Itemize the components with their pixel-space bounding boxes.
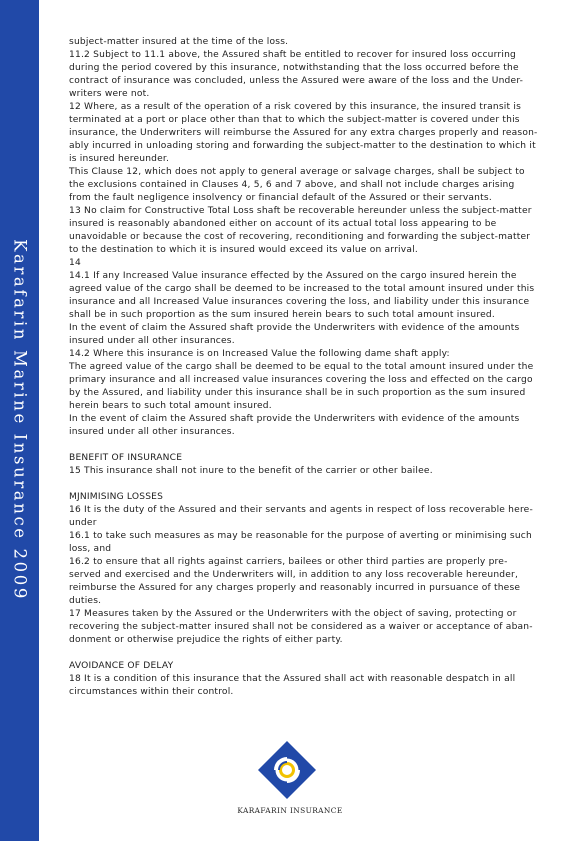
body-line: to the destination to which it is insured would exceed its value on arrival. <box>69 245 418 255</box>
body-line: 11.2 Subject to 11.1 above, the Assured shaft be entitled to recover for insured loss occurring <box>69 50 517 60</box>
sidebar-band <box>0 0 39 841</box>
body-line: In the event of claim the Assured shaft provide the Underwriters with evidence of the amounts <box>69 414 520 424</box>
footer-logo-block <box>0 740 580 820</box>
body-line: served and exercised and the Underwriters will, in addition to any loss recoverable hereunder, <box>69 570 519 580</box>
logo-caption: KARAFARIN INSURANCE <box>237 806 343 815</box>
body-line: 16 It is the duty of the Assured and their servants and agents in respect of loss recoverable here- <box>69 505 533 515</box>
body-line: 15 This insurance shall not inure to the benefit of the carrier or other bailee. <box>69 466 433 476</box>
body-line: insured under all other insurances. <box>69 427 235 437</box>
body-line: from the fault negligence insolvency or financial default of the Assured or their servants. <box>69 193 492 203</box>
body-line: 14 <box>69 258 81 268</box>
body-line: unavoidable or because the cost of recovering, reconditioning and forwarding the subject-matter <box>69 232 531 242</box>
sidebar-title: Karafarin Marine Insurance 2009 <box>10 239 30 601</box>
body-line: MJNIMISING LOSSES <box>69 492 164 502</box>
body-line: shall be in such proportion as the sum insured herein bears to such total amount insured. <box>69 310 495 320</box>
body-line: duties. <box>69 596 102 606</box>
body-line: insured under all other insurances. <box>69 336 235 346</box>
document-body <box>69 36 553 699</box>
karafarin-logo-icon <box>257 740 317 800</box>
body-line: AVOIDANCE OF DELAY <box>69 661 174 671</box>
body-line: This Clause 12, which does not apply to general average or salvage charges, shall be subject to <box>69 167 525 177</box>
blank-line <box>69 647 553 660</box>
body-line: agreed value of the cargo shall be deemed to be increased to the total amount insured under this <box>69 284 535 294</box>
body-line: In the event of claim the Assured shaft provide the Underwriters with evidence of the amounts <box>69 323 520 333</box>
body-line: contract of insurance was concluded, unless the Assured were aware of the loss and the Under- <box>69 76 524 86</box>
body-line: is insured hereunder. <box>69 154 170 164</box>
body-line: insured is reasonably abandoned either on account of its actual total loss appearing to be <box>69 219 497 229</box>
body-line: circumstances within their control. <box>69 687 234 697</box>
body-line: BENEFIT OF INSURANCE <box>69 453 183 463</box>
body-line: 12 Where, as a result of the operation of a risk covered by this insurance, the insured transit is <box>69 102 522 112</box>
body-line: 16.1 to take such measures as may be reasonable for the purpose of averting or minimising such <box>69 531 532 541</box>
body-line: the exclusions contained in Clauses 4, 5, 6 and 7 above, and shall not include charges arising <box>69 180 515 190</box>
blank-line <box>69 439 553 452</box>
body-line: recovering the subject-matter insured shall not be considered as a waiver or acceptance of aban- <box>69 622 533 632</box>
body-line: by the Assured, and liability under this insurance shall be in such proportion as the sum insured <box>69 388 526 398</box>
body-line: 18 It is a condition of this insurance that the Assured shall act with reasonable despatch in all <box>69 674 516 684</box>
body-line: donment or otherwise prejudice the rights of either party. <box>69 635 343 645</box>
body-line: subject-matter insured at the time of the loss. <box>69 37 289 47</box>
body-line: loss, and <box>69 544 112 554</box>
body-line: writers were not. <box>69 89 150 99</box>
body-line: primary insurance and all increased value insurances covering the loss and effected on the cargo <box>69 375 533 385</box>
body-line: 17 Measures taken by the Assured or the Underwriters with the object of saving, protecting or <box>69 609 517 619</box>
body-line: reimburse the Assured for any charges properly and reasonably incurred in pursuance of these <box>69 583 521 593</box>
body-line: ably incurred in unloading storing and forwarding the subject-matter to the destination to which it <box>69 141 536 151</box>
body-line: The agreed value of the cargo shall be deemed to be equal to the total amount insured under the <box>69 362 534 372</box>
body-line: during the period covered by this insurance, notwithstanding that the loss occurred before the <box>69 63 519 73</box>
body-line: insurance, the Underwriters will reimburse the Assured for any extra charges properly and reason- <box>69 128 538 138</box>
body-line: 13 No claim for Constructive Total Loss shaft be recoverable hereunder unless the subject-matter <box>69 206 532 216</box>
body-line: herein bears to such total amount insured. <box>69 401 272 411</box>
body-line: terminated at a port or place other than that to which the subject-matter is covered under this <box>69 115 520 125</box>
body-line: 14.1 If any Increased Value insurance effected by the Assured on the cargo insured herein the <box>69 271 517 281</box>
blank-line <box>69 478 553 491</box>
body-line: 16.2 to ensure that all rights against carriers, bailees or other third parties are properly pre- <box>69 557 508 567</box>
body-line: 14.2 Where this insurance is on Increased Value the following dame shaft apply: <box>69 349 450 359</box>
body-line: insurance and all Increased Value insurances covering the loss, and liability under this insurance <box>69 297 530 307</box>
body-line: under <box>69 518 97 528</box>
